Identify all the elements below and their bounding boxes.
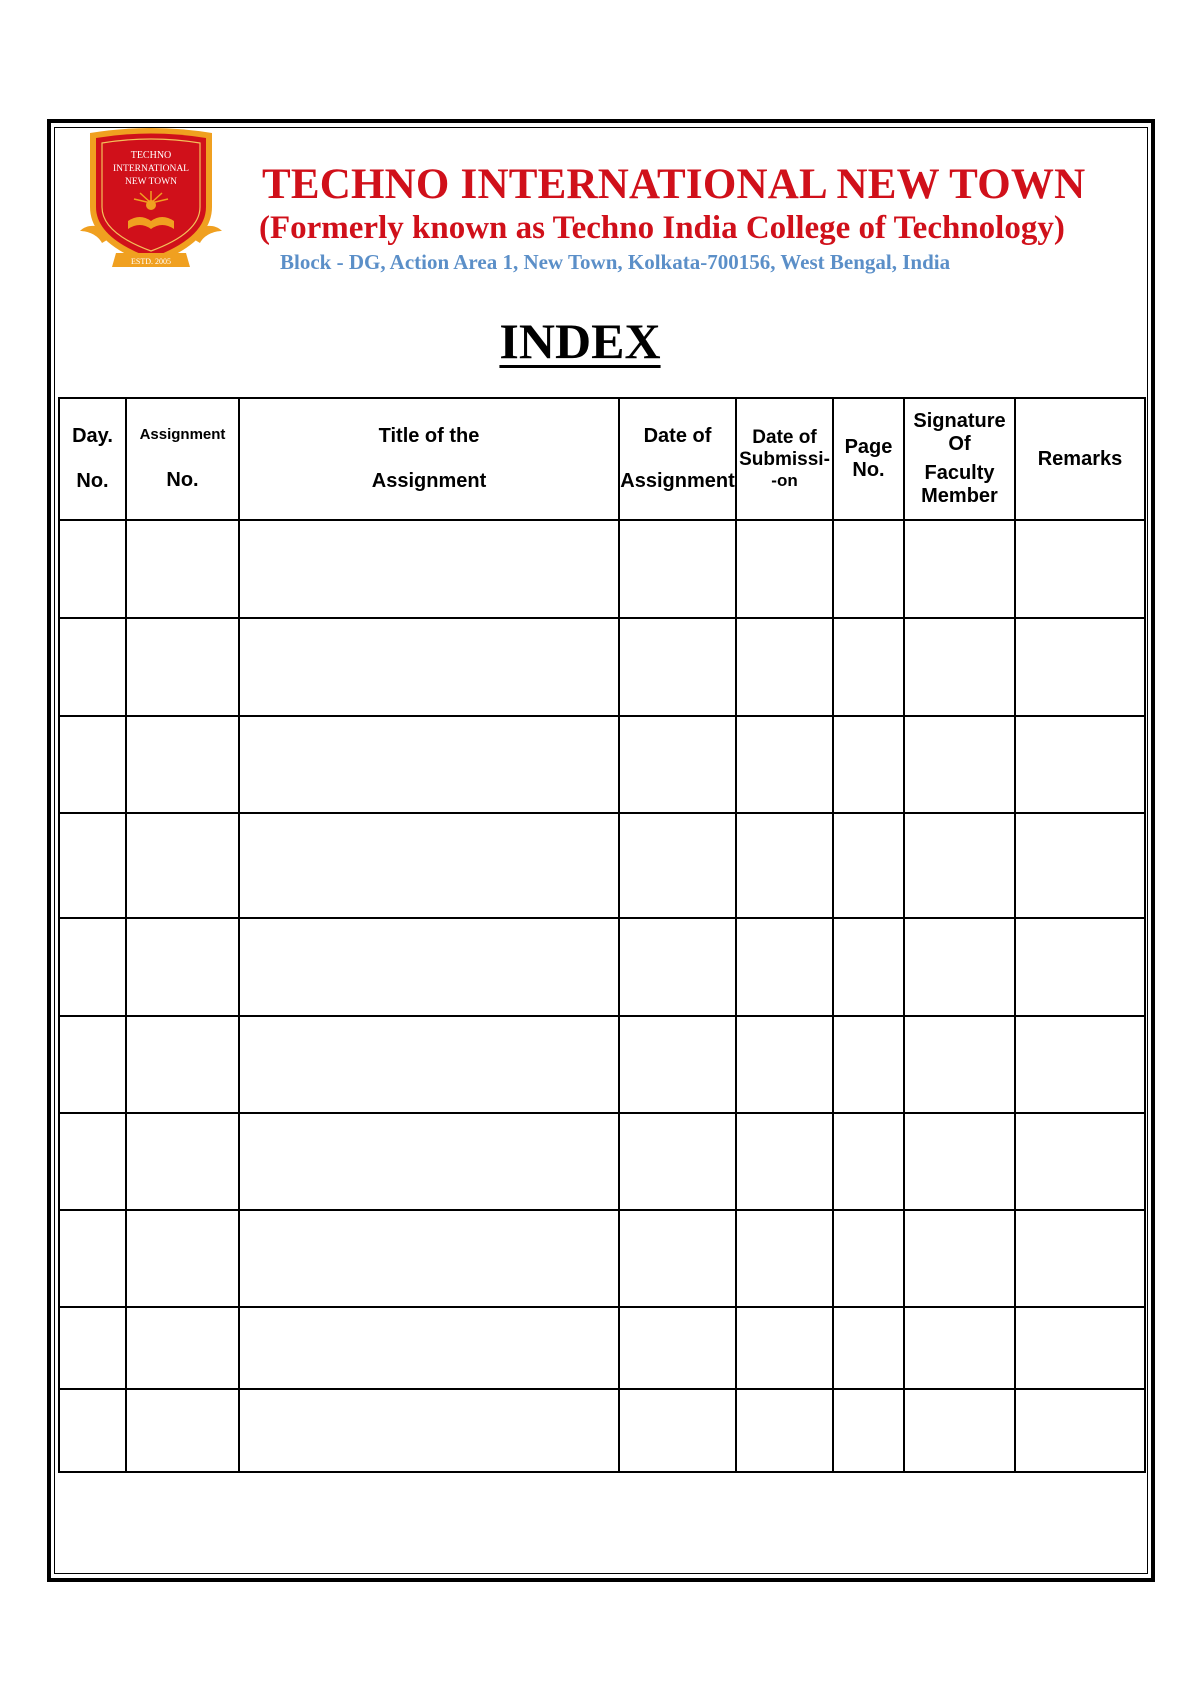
col-header-remarks-line1: Remarks [1037, 447, 1123, 470]
table-cell [1015, 1307, 1145, 1389]
table-body [59, 520, 1145, 1472]
table-cell [736, 520, 833, 618]
table-cell [619, 618, 736, 716]
table-cell [736, 1210, 833, 1307]
table-cell [904, 1389, 1015, 1472]
col-header-signature [904, 398, 1015, 520]
table-cell [619, 1016, 736, 1113]
table-row [59, 1307, 1145, 1389]
table-cell [59, 520, 126, 618]
table-cell [904, 1113, 1015, 1210]
table-cell [619, 1389, 736, 1472]
table-cell [239, 918, 619, 1016]
col-header-day-no [59, 398, 126, 520]
table-cell [59, 716, 126, 813]
table-cell [239, 520, 619, 618]
table-cell [126, 716, 239, 813]
table-cell [904, 1016, 1015, 1113]
table-cell [904, 618, 1015, 716]
col-header-date-of-submission-line2: Submissi- [739, 449, 830, 471]
table-row [59, 520, 1145, 618]
col-header-page-no [833, 398, 904, 520]
col-header-signature-line2: Of [948, 433, 971, 455]
col-header-date-of-submission [736, 398, 833, 520]
table-cell [736, 716, 833, 813]
col-header-day-no-line1: Day. [72, 425, 113, 447]
table-cell [126, 1307, 239, 1389]
col-header-signature-line3: Faculty [924, 462, 995, 484]
col-header-date-of-submission-line3: -on [771, 471, 798, 491]
page-title: INDEX [499, 313, 661, 369]
table-cell [833, 1210, 904, 1307]
table-cell [619, 1307, 736, 1389]
col-header-remarks [1015, 398, 1145, 520]
college-name: TECHNO INTERNATIONAL NEW TOWN [262, 161, 1086, 208]
table-cell [736, 1016, 833, 1113]
table-cell [833, 716, 904, 813]
table-cell [1015, 813, 1145, 918]
college-address: Block - DG, Action Area 1, New Town, Kolkata-700156, West Bengal, India [280, 250, 951, 274]
col-header-page-no-line2: No. [852, 459, 885, 481]
table-cell [833, 813, 904, 918]
table-cell [736, 1307, 833, 1389]
logo-text-mid: INTERNATIONAL [113, 164, 189, 174]
table-cell [126, 1389, 239, 1472]
table-cell [239, 1210, 619, 1307]
table-cell [59, 918, 126, 1016]
table-cell [126, 1113, 239, 1210]
college-logo [72, 125, 230, 280]
table-cell [1015, 918, 1145, 1016]
table-cell [1015, 618, 1145, 716]
table-cell [736, 813, 833, 918]
table-row [59, 1016, 1145, 1113]
table-cell [59, 1016, 126, 1113]
col-header-title-line2: Assignment [371, 470, 487, 492]
table-row [59, 1113, 1145, 1210]
table-cell [736, 1113, 833, 1210]
table-cell [833, 1307, 904, 1389]
table-cell [904, 520, 1015, 618]
col-header-day-no-line2: No. [76, 470, 109, 492]
college-former-name: (Formerly known as Techno India College of Technology) [259, 210, 1065, 246]
table-cell [126, 1016, 239, 1113]
table-cell [59, 813, 126, 918]
col-header-title-line1: Title of the [378, 425, 480, 447]
col-header-title [239, 398, 619, 520]
table-cell [736, 1389, 833, 1472]
table-cell [833, 1016, 904, 1113]
table-cell [619, 918, 736, 1016]
table-cell [239, 618, 619, 716]
col-header-assignment-no-line2: No. [166, 469, 199, 492]
table-cell [59, 1210, 126, 1307]
table-cell [59, 1113, 126, 1210]
logo-ribbon-text: ESTD. 2005 [131, 257, 171, 266]
table-cell [619, 716, 736, 813]
table-cell [833, 1113, 904, 1210]
table-cell [619, 520, 736, 618]
col-header-assignment-no-line1: Assignment [139, 425, 226, 443]
col-header-assignment-no [126, 398, 239, 520]
col-header-date-of-submission-line1: Date of [752, 427, 817, 449]
table-row [59, 1389, 1145, 1472]
col-header-signature-line4: Member [921, 485, 998, 507]
table-cell [1015, 716, 1145, 813]
table-cell [904, 716, 1015, 813]
table-cell [619, 813, 736, 918]
table-cell [833, 1389, 904, 1472]
table-cell [619, 1113, 736, 1210]
table-cell [619, 1210, 736, 1307]
table-cell [59, 1389, 126, 1472]
table-cell [126, 618, 239, 716]
table-cell [239, 1389, 619, 1472]
logo-sun [146, 200, 156, 210]
table-cell [1015, 1113, 1145, 1210]
logo-text-bottom: NEW TOWN [125, 177, 177, 187]
col-header-date-of-assignment-line2: Assignment [620, 470, 735, 492]
table-cell [59, 1307, 126, 1389]
col-header-signature-line1: Signature [913, 410, 1006, 432]
table-cell [904, 918, 1015, 1016]
table-cell [736, 918, 833, 1016]
table-row [59, 1210, 1145, 1307]
table-row [59, 918, 1145, 1016]
col-header-date-of-assignment-line1: Date of [643, 425, 712, 447]
table-cell [126, 813, 239, 918]
table-cell [904, 1210, 1015, 1307]
table-cell [126, 520, 239, 618]
col-header-page-no-line1: Page [844, 436, 893, 458]
table-cell [239, 1016, 619, 1113]
table-cell [239, 716, 619, 813]
table-row [59, 813, 1145, 918]
table-cell [904, 1307, 1015, 1389]
table-cell [1015, 1389, 1145, 1472]
table-cell [126, 918, 239, 1016]
table-cell [126, 1210, 239, 1307]
col-header-date-of-assignment [619, 398, 736, 520]
table-cell [736, 618, 833, 716]
table-cell [833, 618, 904, 716]
table-row [59, 716, 1145, 813]
table-cell [1015, 520, 1145, 618]
logo-text-top: TECHNO [130, 150, 172, 161]
index-table [58, 397, 1146, 1473]
table-cell [1015, 1016, 1145, 1113]
table-cell [59, 618, 126, 716]
table-cell [239, 1113, 619, 1210]
table-cell [904, 813, 1015, 918]
table-cell [833, 918, 904, 1016]
table-cell [239, 1307, 619, 1389]
table-cell [833, 520, 904, 618]
table-cell [1015, 1210, 1145, 1307]
table-header-row [59, 398, 1145, 520]
table-row [59, 618, 1145, 716]
table-cell [239, 813, 619, 918]
